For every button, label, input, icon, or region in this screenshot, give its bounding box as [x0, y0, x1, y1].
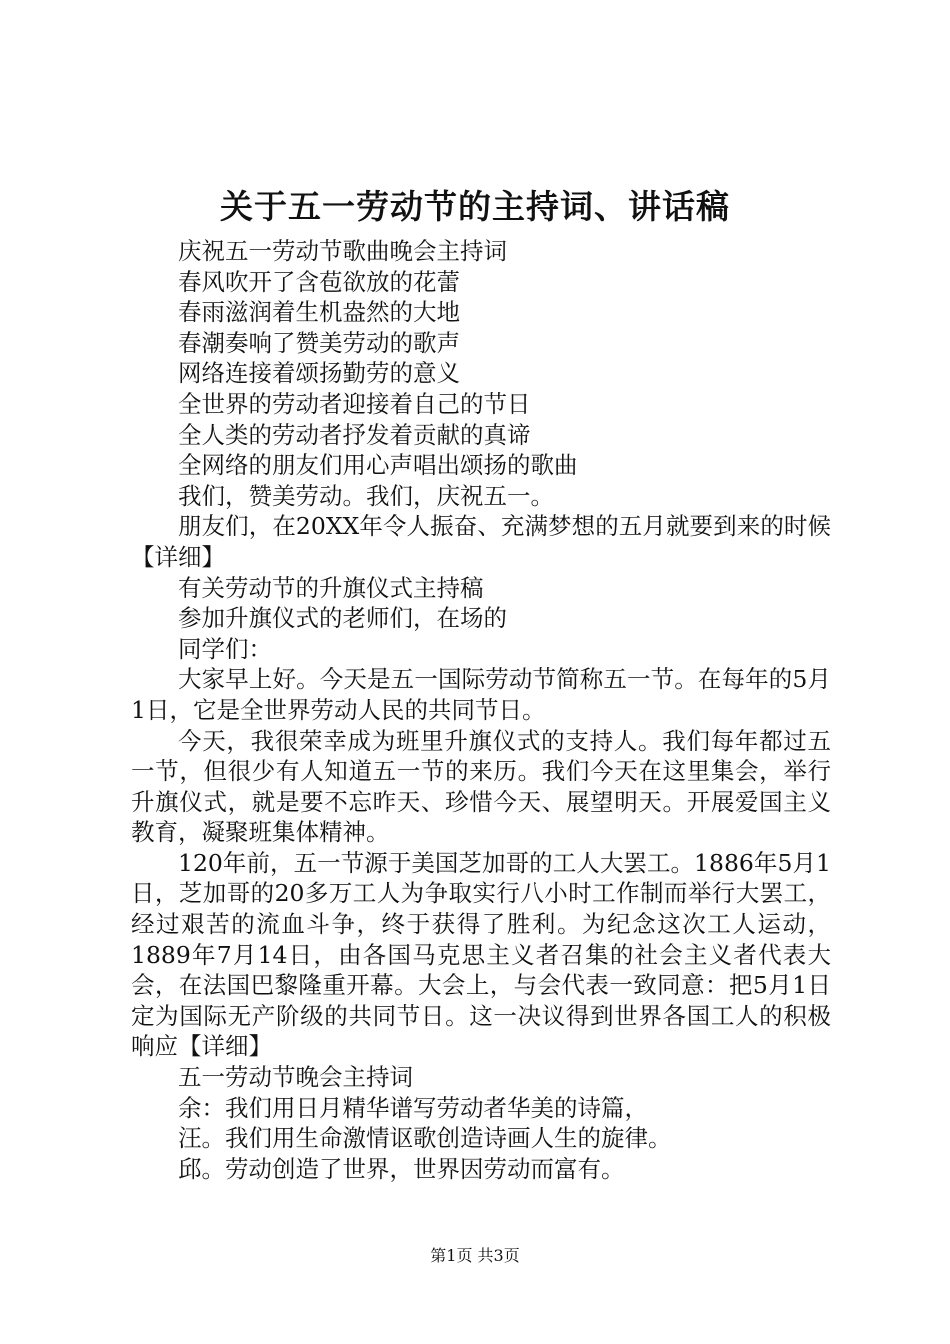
document-body [131, 236, 831, 1184]
paragraph: 春雨滋润着生机盎然的大地 [178, 298, 460, 327]
paragraph: 有关劳动节的升旗仪式主持稿 [178, 573, 484, 602]
page-footer: 第1页 共3页 [430, 1246, 520, 1265]
paragraph: 春风吹开了含苞欲放的花蕾 [178, 267, 460, 296]
paragraph: 网络连接着颂扬勤劳的意义 [178, 359, 460, 388]
paragraph: 邱。劳动创造了世界，世界因劳动而富有。 [178, 1154, 625, 1183]
paragraph: 120年前，五一节源于美国芝加哥的工人大罢工。1886年5月1日，芝加哥的20多万工人为争取实行八小时工作制而举行大罢工，经过艰苦的流血斗争，终于获得了胜利。为纪念这次工人运动，1889年7月14日，由各国马克思主义者召集的社会主义者代表大会，在法国巴黎隆重开幕。大会上，与会代表一致同意：把5月1日定为国际无产阶级的共同节日。这一决议得到世界各国工人的积极响应【详细】 [131, 848, 831, 1061]
paragraph: 五一劳动节晚会主持词 [178, 1063, 413, 1092]
paragraph: 大家早上好。今天是五一国际劳动节简称五一节。在每年的5月1日，它是全世界劳动人民的共同节日。 [131, 665, 831, 724]
paragraph: 全网络的朋友们用心声唱出颂扬的歌曲 [178, 451, 578, 480]
paragraph: 全人类的劳动者抒发着贡献的真谛 [178, 420, 531, 449]
paragraph: 今天，我很荣幸成为班里升旗仪式的支持人。我们每年都过五一节，但很少有人知道五一节的来历。我们今天在这里集会，举行升旗仪式，就是要不忘昨天、珍惜今天、展望明天。开展爱国主义教育，凝聚班集体精神。 [131, 726, 831, 847]
paragraph: 朋友们，在20XX年令人振奋、充满梦想的五月就要到来的时候【详细】 [131, 512, 831, 571]
paragraph: 庆祝五一劳动节歌曲晚会主持词 [178, 237, 507, 265]
paragraph: 我们，赞美劳动。我们，庆祝五一。 [178, 481, 554, 510]
paragraph: 汪。我们用生命激情讴歌创造诗画人生的旋律。 [178, 1124, 672, 1153]
paragraph: 春潮奏响了赞美劳动的歌声 [178, 328, 460, 357]
paragraph: 参加升旗仪式的老师们，在场的 [178, 604, 507, 633]
paragraph: 全世界的劳动者迎接着自己的节日 [178, 389, 531, 418]
paragraph: 余：我们用日月精华谱写劳动者华美的诗篇， [178, 1093, 648, 1122]
document-title: 关于五一劳动节的主持词、讲话稿 [220, 187, 730, 226]
paragraph: 同学们： [178, 634, 272, 663]
